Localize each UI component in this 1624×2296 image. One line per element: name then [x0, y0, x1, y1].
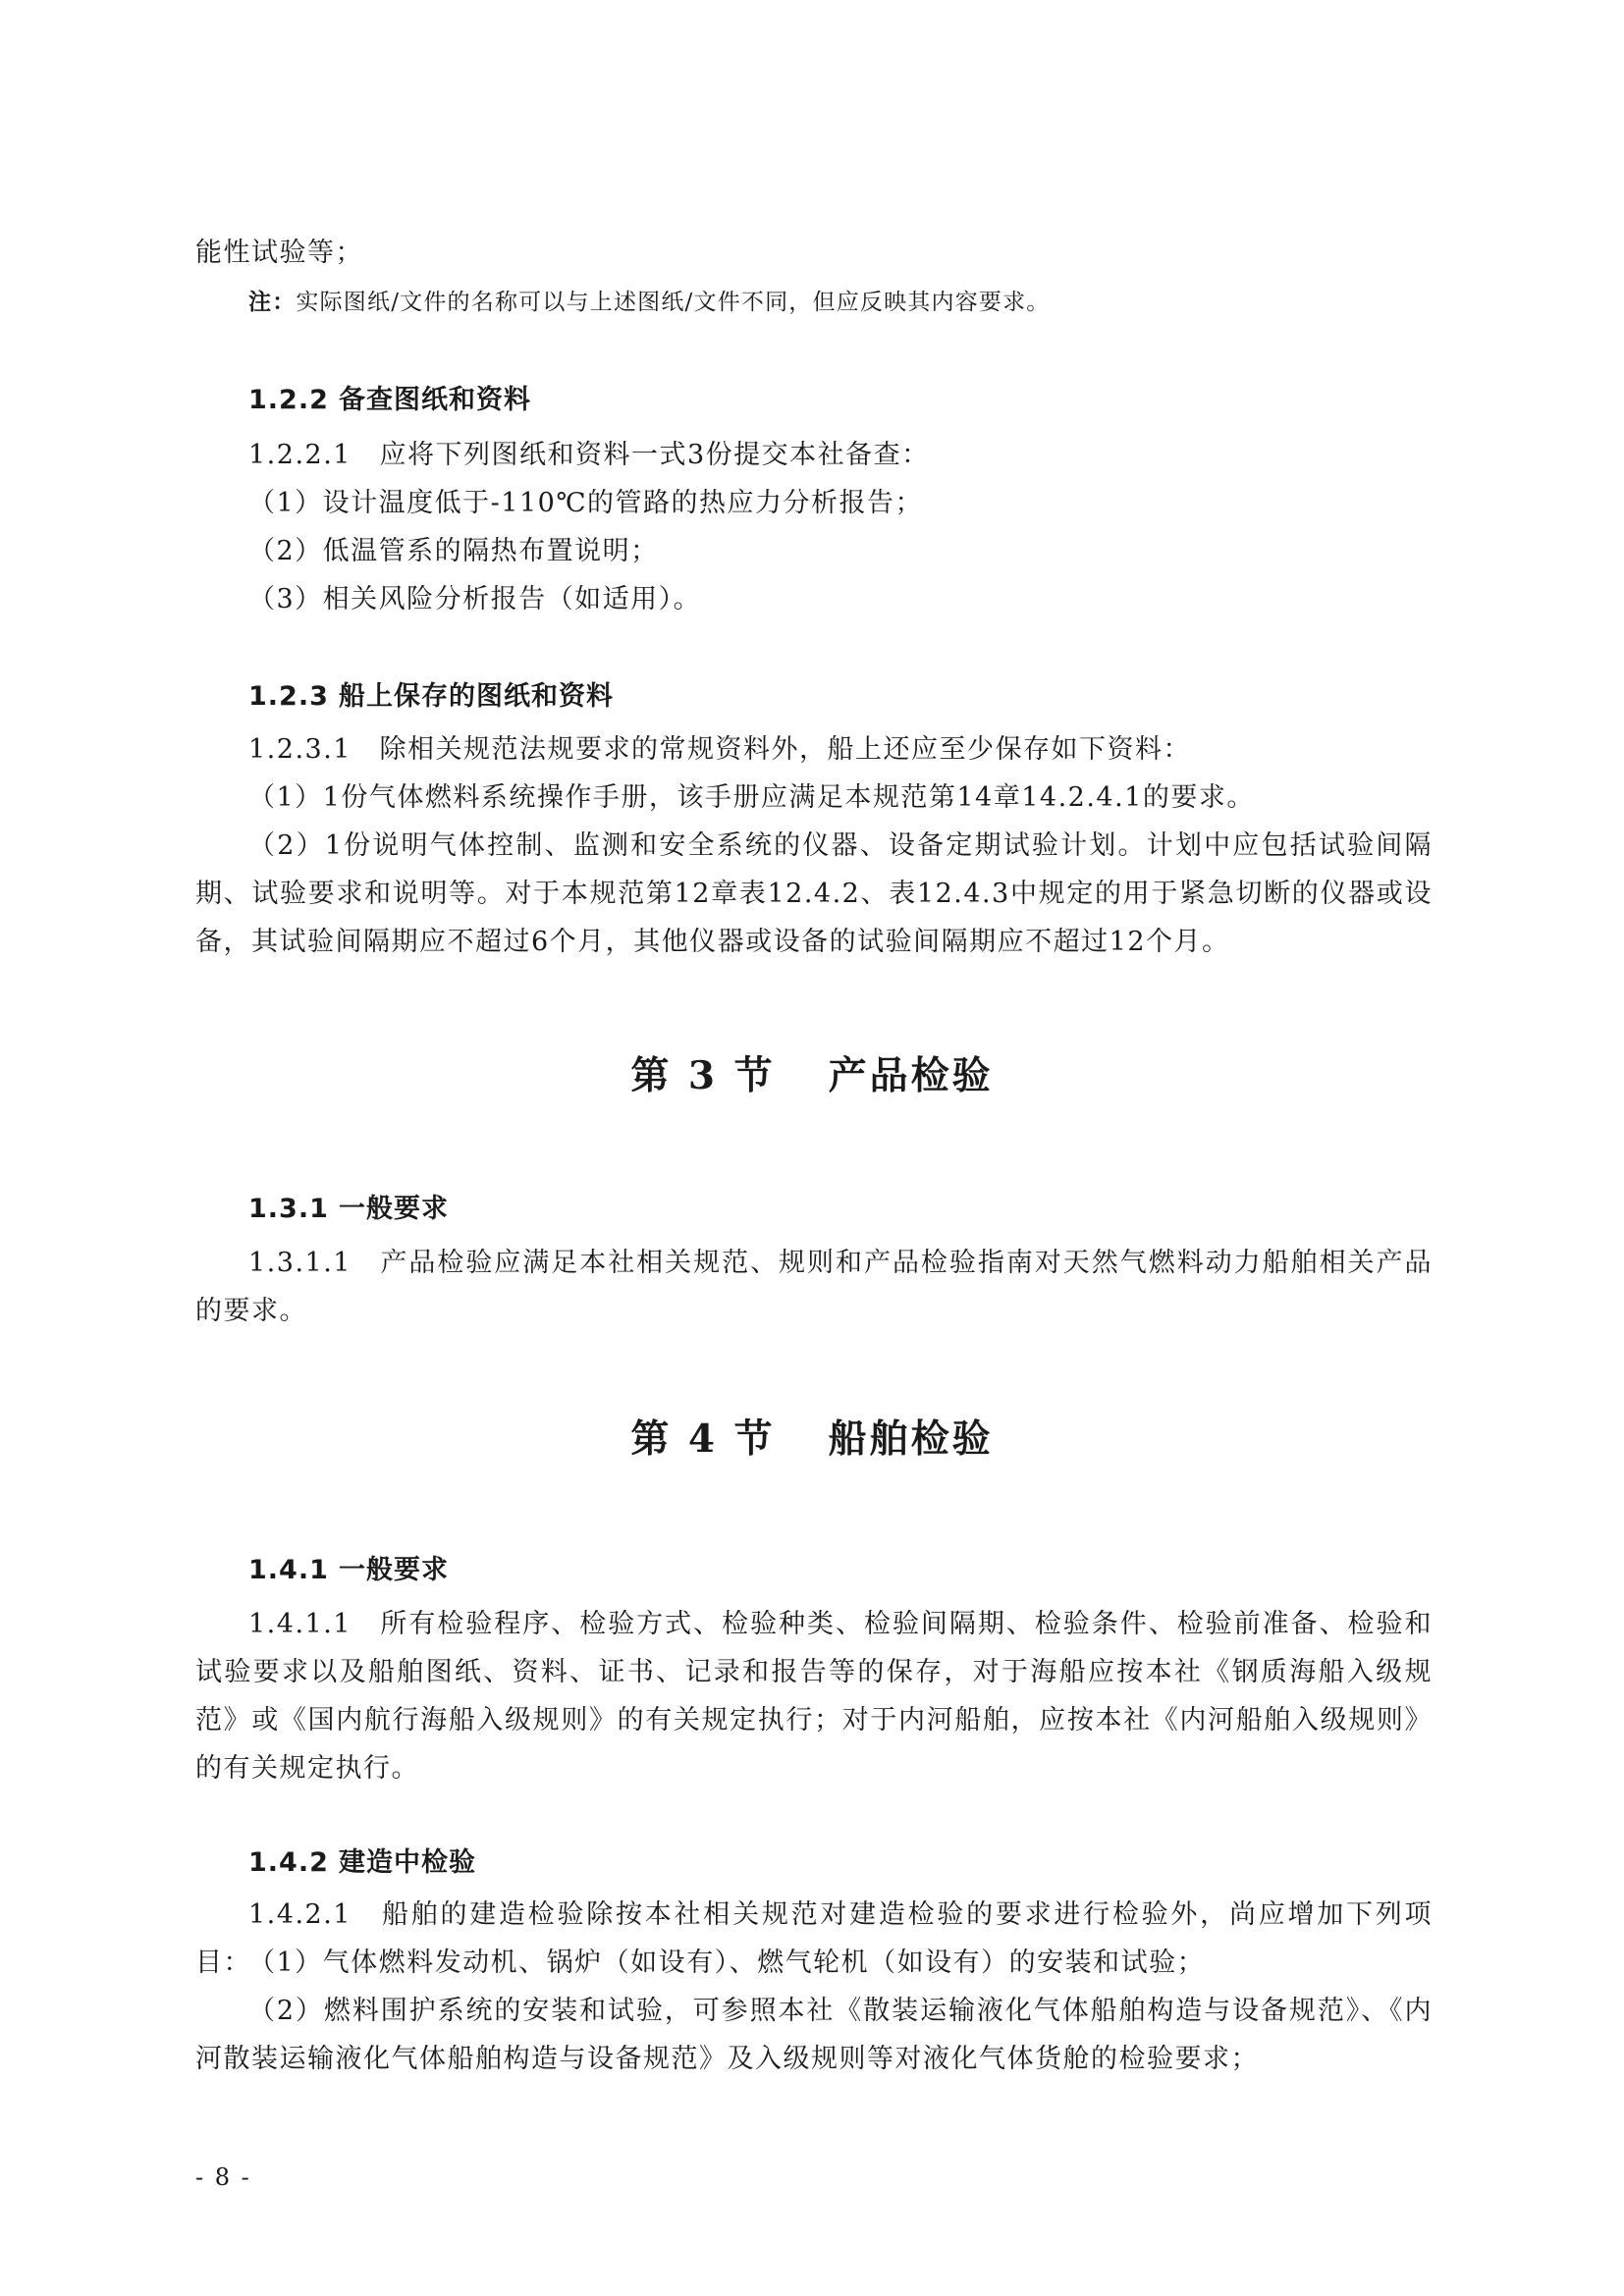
list-item-1-2-2-1-2: （2）低温管系的隔热布置说明；: [248, 536, 659, 566]
paragraph-1-2-3-1: 1.2.3.1 除相关规范法规要求的常规资料外，船上还应至少保存如下资料：: [248, 734, 1191, 765]
heading-number: 1.2.3: [248, 681, 329, 712]
list-item-1-4-2-1-1: （1）气体燃料发动机、锅炉（如设有）、燃气轮机（如设有）的安装和试验；: [248, 1948, 1206, 1978]
heading-title: 一般要求: [339, 1555, 449, 1585]
heading-title: 一般要求: [339, 1194, 449, 1224]
heading-number: 1.3.1: [248, 1194, 329, 1224]
section-title: 船舶检验: [828, 1416, 994, 1462]
paragraph-1-2-2-1: 1.2.2.1 应将下列图纸和资料一式3份提交本社备查：: [248, 440, 930, 470]
heading-1-2-3: [248, 677, 614, 717]
paragraph-1-3-1-1: 1.3.1.1 产品检验应满足本社相关规范、规则和产品检验指南对天然气燃料动力船舶相关产品的要求。: [195, 1248, 1433, 1326]
heading-1-4-1: [248, 1551, 449, 1590]
note-label: 注：: [248, 289, 297, 315]
continuation-text: 能性试验等；: [195, 238, 363, 268]
heading-title: 船上保存的图纸和资料: [339, 681, 614, 712]
heading-title: 备查图纸和资料: [339, 385, 531, 415]
heading-title: 建造中检验: [339, 1847, 476, 1878]
section-3-title: [0, 1046, 1624, 1105]
note-paragraph: [195, 278, 1433, 327]
section-number: 第 4 节: [630, 1416, 776, 1462]
heading-1-4-2: [248, 1843, 476, 1883]
list-item-1-2-2-1-1: （1）设计温度低于-110℃的管路的热应力分析报告；: [248, 488, 924, 518]
section-number: 第 3 节: [630, 1053, 776, 1098]
heading-number: 1.2.2: [248, 385, 329, 415]
heading-number: 1.4.1: [248, 1555, 329, 1585]
heading-1-3-1: [248, 1190, 449, 1229]
heading-1-2-2: [248, 381, 531, 420]
list-item-1-2-2-1-3: （3）相关风险分析报告（如适用）。: [248, 584, 702, 614]
note-text: 实际图纸/文件的名称可以与上述图纸/文件不同，但应反映其内容要求。: [296, 290, 1051, 315]
continuation-line: [195, 229, 1433, 277]
section-4-title: [0, 1410, 1624, 1468]
list-item-1-4-2-1-2: （2）燃料围护系统的安装和试验，可参照本社《散装运输液化气体船舶构造与设备规范》、《内河散装运输液化气体船舶构造与设备规范》及入级规则等对液化气体货舱的检验要求；: [195, 1996, 1433, 2074]
list-item-1-2-3-1-1: （1）1份气体燃料系统操作手册，该手册应满足本规范第14章14.2.4.1的要求。: [248, 782, 1255, 813]
page-number: - 8 -: [195, 2163, 251, 2191]
paragraph-1-4-1-1: 1.4.1.1 所有检验程序、检验方式、检验种类、检验间隔期、检验条件、检验前准备、检验和试验要求以及船舶图纸、资料、证书、记录和报告等的保存，对于海船应按本社《钢质海船入级规范》或《国内航行海船入级规则》的有关规定执行；对于内河船舶，应按本社《内河船舶入级规则》的有关规定执行。: [195, 1609, 1433, 1784]
paragraph-1-4-2-1: 1.4.2.1 船舶的建造检验除按本社相关规范对建造检验的要求进行检验外，尚应增加下列项目：: [195, 1899, 1433, 1978]
list-item-1-2-3-1-2: （2）1份说明气体控制、监测和安全系统的仪器、设备定期试验计划。计划中应包括试验间隔期、试验要求和说明等。对于本规范第12章表12.4.2、表12.4.3中规定的用于紧急切断的仪器或设备，其试验间隔期应不超过6个月，其他仪器或设备的试验间隔期应不超过12个月。: [195, 830, 1433, 957]
heading-number: 1.4.2: [248, 1847, 329, 1878]
section-title: 产品检验: [828, 1053, 994, 1098]
